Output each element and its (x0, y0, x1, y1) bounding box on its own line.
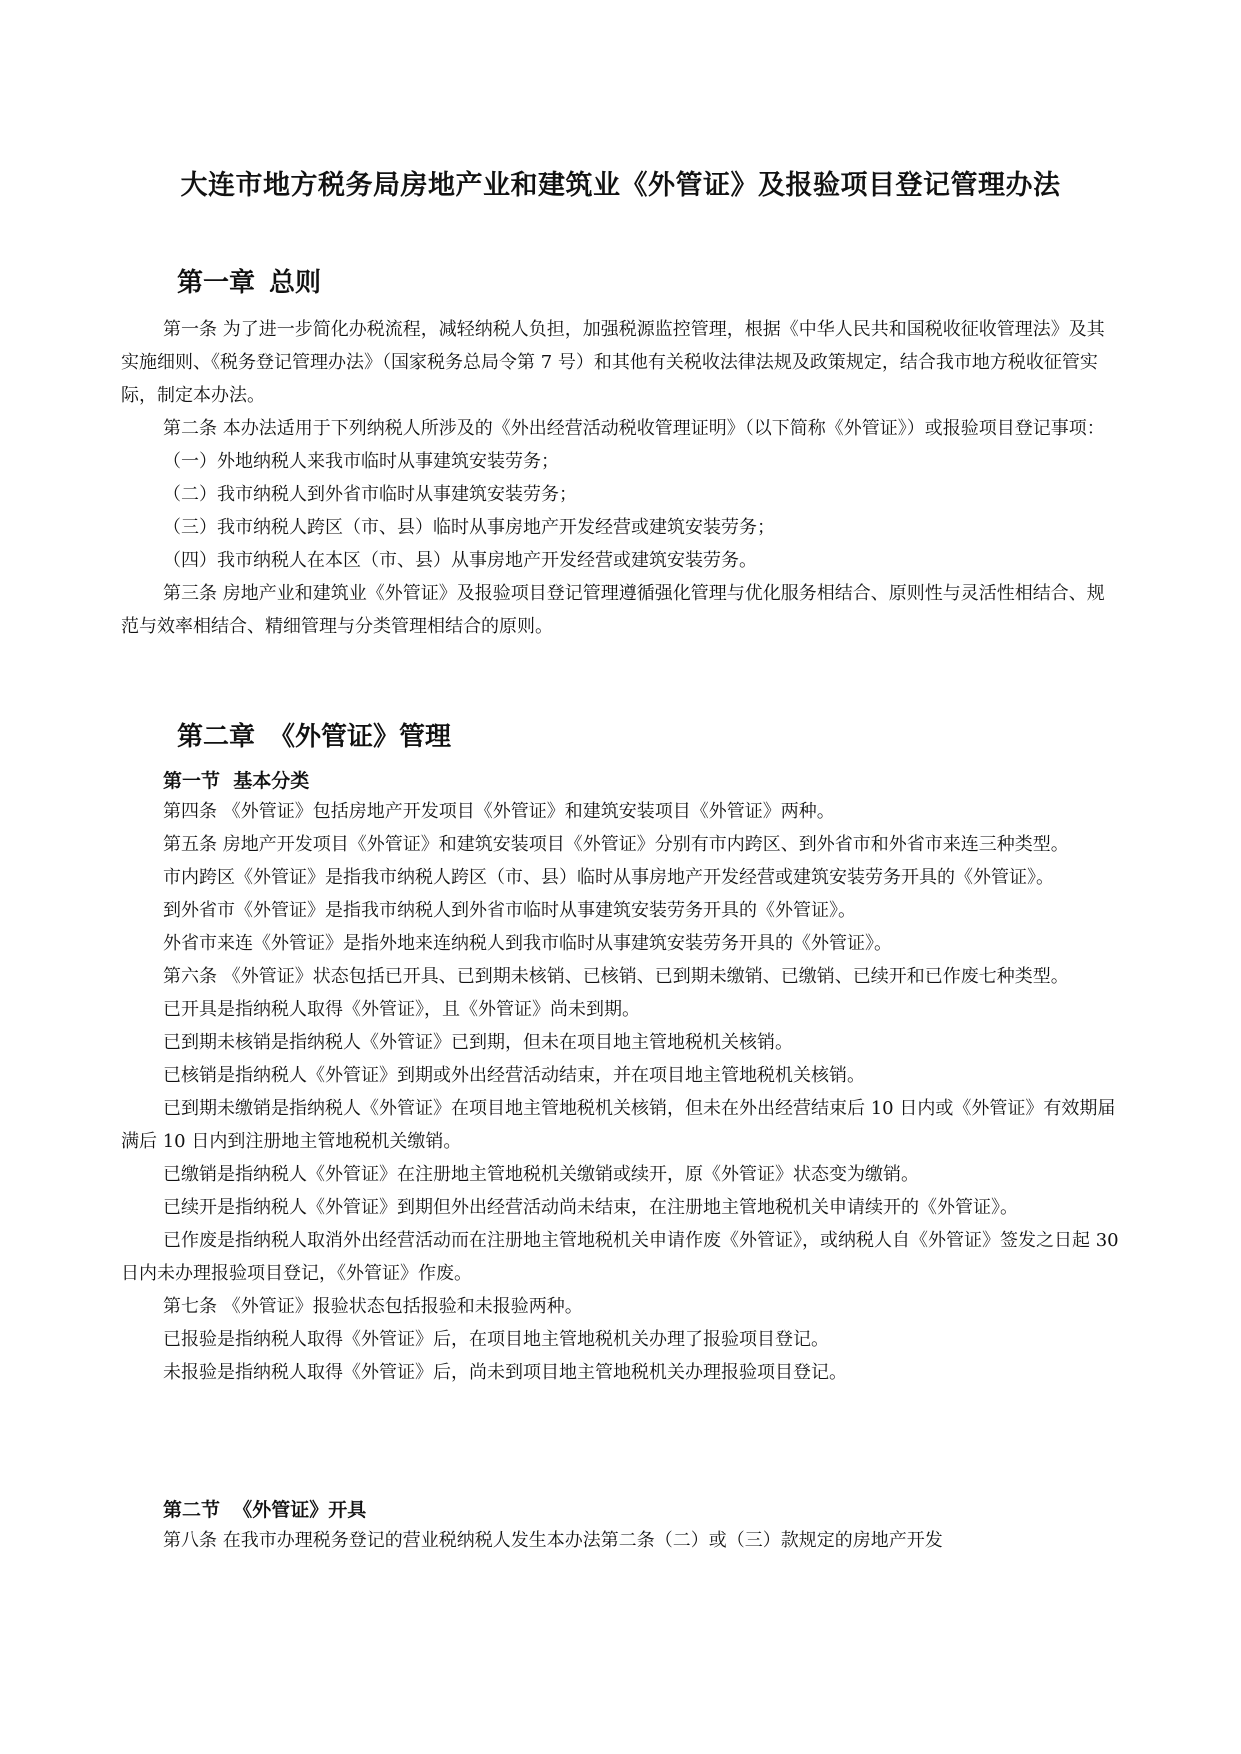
article-7: 第七条 《外管证》报验状态包括报验和未报验两种。 (163, 1296, 583, 1317)
section-1-heading: 第一节 基本分类 (163, 770, 310, 792)
paragraph: 市内跨区《外管证》是指我市纳税人跨区（市、县）临时从事房地产开发经营或建筑安装劳务开具的《外管证》。 (163, 867, 1054, 888)
list-item: （四）我市纳税人在本区（市、县）从事房地产开发经营或建筑安装劳务。 (163, 550, 757, 571)
chapter-2-number: 第二章 (177, 722, 256, 752)
article-4: 第四条 《外管证》包括房地产开发项目《外管证》和建筑安装项目《外管证》两种。 (163, 801, 835, 822)
article-6: 第六条 《外管证》状态包括已开具、已到期未核销、已核销、已到期未缴销、已缴销、已续开和已作废七种类型。 (163, 966, 1069, 987)
article-5: 第五条 房地产开发项目《外管证》和建筑安装项目《外管证》分别有市内跨区、到外省市和外省市来连三种类型。 (163, 834, 1069, 855)
paragraph: 外省市来连《外管证》是指外地来连纳税人到我市临时从事建筑安装劳务开具的《外管证》。 (163, 933, 892, 954)
article-8: 第八条 在我市办理税务登记的营业税纳税人发生本办法第二条（二）或（三）款规定的房地产开发 (163, 1530, 943, 1551)
section-2-body (121, 1524, 1119, 1557)
paragraph: 已到期未缴销是指纳税人《外管证》在项目地主管地税机关核销，但未在外出经营结束后 10 日内或《外管证》有效期届满后 10 日内到注册地主管地税机关缴销。 (121, 1098, 1116, 1152)
paragraph: 已报验是指纳税人取得《外管证》后，在项目地主管地税机关办理了报验项目登记。 (163, 1329, 829, 1350)
chapter-2-name: 《外管证》管理 (269, 722, 452, 752)
paragraph: 已核销是指纳税人《外管证》到期或外出经营活动结束，并在项目地主管地税机关核销。 (163, 1065, 865, 1086)
list-item: （一）外地纳税人来我市临时从事建筑安装劳务； (163, 451, 559, 472)
list-item: （二）我市纳税人到外省市临时从事建筑安装劳务； (163, 484, 577, 505)
paragraph: 已作废是指纳税人取消外出经营活动而在注册地主管地税机关申请作废《外管证》，或纳税人自《外管证》签发之日起 30 日内未办理报验项目登记，《外管证》作废。 (121, 1230, 1119, 1284)
paragraph: 未报验是指纳税人取得《外管证》后，尚未到项目地主管地税机关办理报验项目登记。 (163, 1362, 847, 1383)
paragraph: 已到期未核销是指纳税人《外管证》已到期，但未在项目地主管地税机关核销。 (163, 1032, 793, 1053)
section-1-body (121, 795, 1119, 1389)
paragraph: 已开具是指纳税人取得《外管证》，且《外管证》尚未到期。 (163, 999, 640, 1020)
paragraph: 已缴销是指纳税人《外管证》在注册地主管地税机关缴销或续开，原《外管证》状态变为缴销。 (163, 1164, 919, 1185)
chapter-1-name: 总则 (269, 268, 322, 298)
paragraph: 到外省市《外管证》是指我市纳税人到外省市临时从事建筑安装劳务开具的《外管证》。 (163, 900, 856, 921)
article-3: 第三条 房地产业和建筑业《外管证》及报验项目登记管理遵循强化管理与优化服务相结合、原则性与灵活性相结合、规范与效率相结合、精细管理与分类管理相结合的原则。 (121, 583, 1105, 637)
section-2-heading: 第二节 《外管证》开具 (163, 1499, 367, 1521)
chapter-1-body (121, 313, 1119, 643)
paragraph: 已续开是指纳税人《外管证》到期但外出经营活动尚未结束，在注册地主管地税机关申请续开的《外管证》。 (163, 1197, 1018, 1218)
list-item: （三）我市纳税人跨区（市、县）临时从事房地产开发经营或建筑安装劳务； (163, 517, 775, 538)
document-title: 大连市地方税务局房地产业和建筑业《外管证》及报验项目登记管理办法 (180, 170, 1061, 201)
article-2: 第二条 本办法适用于下列纳税人所涉及的《外出经营活动税收管理证明》（以下简称《外管证》）或报验项目登记事项： (163, 418, 1105, 439)
chapter-2-heading (177, 716, 451, 753)
article-1: 第一条 为了进一步简化办税流程，减轻纳税人负担，加强税源监控管理，根据《中华人民共和国税收征收管理法》及其实施细则、《税务登记管理办法》（国家税务总局令第 7 号）和其他有关税收法律法规及政策规定，结合我市地方税收征管实际，制定本办法。 (121, 319, 1105, 406)
chapter-1-heading (177, 262, 321, 299)
chapter-1-number: 第一章 (177, 268, 256, 298)
